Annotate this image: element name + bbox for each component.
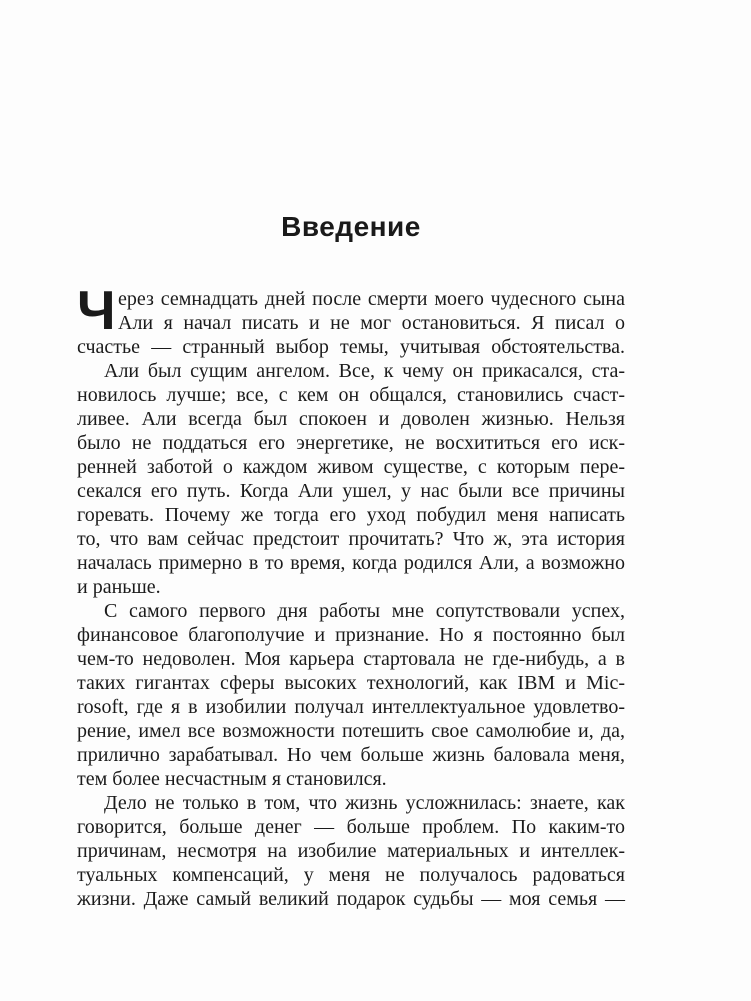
paragraph	[77, 359, 625, 599]
chapter-title: Введение	[281, 211, 421, 242]
text-line: ливее. Али всегда был спокоен и доволен жизнью. Нельзя	[77, 408, 625, 430]
text-line: ренней заботой о каждом живом существе, с которым пере-	[77, 456, 625, 478]
text-line: прилично зарабатывал. Но чем больше жизнь баловала меня,	[77, 744, 625, 766]
text-line: началась примерно в то время, когда родился Али, а возможно	[77, 552, 625, 574]
paragraph	[77, 599, 625, 791]
text-line: С самого первого дня работы мне сопутствовали успех,	[104, 600, 625, 622]
text-line: таких гигантах сферы высоких технологий, как IBM и Mic-	[77, 672, 625, 694]
text-line: горевать. Почему же тогда его уход побудил меня написать	[77, 504, 625, 526]
text-line: чем-то недоволен. Моя карьера стартовала не где-нибудь, а в	[77, 648, 625, 670]
text-line: rosoft, где я в изобилии получал интеллектуальное удовлетво-	[77, 696, 625, 718]
text-line: причинам, несмотря на изобилие материальных и интеллек-	[77, 840, 625, 862]
text-line: было не поддаться его энергетике, не восхититься его иск-	[77, 432, 625, 454]
text-line: новилось лучше; все, с кем он общался, становились счаст-	[77, 384, 625, 406]
text-line: ерез семнадцать дней после смерти моего чудесного сына	[118, 288, 625, 310]
text-line: тем более несчастным я становился.	[77, 768, 387, 790]
text-line: счастье — странный выбор темы, учитывая обстоятельства.	[77, 336, 625, 358]
text-line: Али был сущим ангелом. Все, к чему он прикасался, ста-	[104, 360, 625, 382]
chapter-body	[77, 279, 625, 911]
text-line: жизни. Даже самый великий подарок судьбы — моя семья —	[77, 888, 625, 910]
dropcap-letter: Ч	[77, 279, 116, 341]
paragraph	[77, 791, 625, 911]
text-line: Али я начал писать и не мог остановиться. Я писал о	[118, 312, 625, 334]
paragraph	[77, 279, 625, 359]
text-line: Дело не только в том, что жизнь усложнилась: знаете, как	[104, 792, 625, 814]
text-line: рение, имел все возможности потешить свое самолюбие и, да,	[77, 720, 625, 742]
text-line: туальных компенсаций, у меня не получалось радоваться	[77, 864, 625, 886]
text-line: говорится, больше денег — больше проблем. По каким-то	[77, 816, 625, 838]
text-line: секался его путь. Когда Али ушел, у нас были все причины	[77, 480, 625, 502]
text-line: то, что вам сейчас предстоит прочитать? Что ж, эта история	[77, 528, 625, 550]
text-line: и раньше.	[77, 576, 161, 598]
text-line: финансовое благополучие и признание. Но я постоянно был	[77, 624, 625, 646]
